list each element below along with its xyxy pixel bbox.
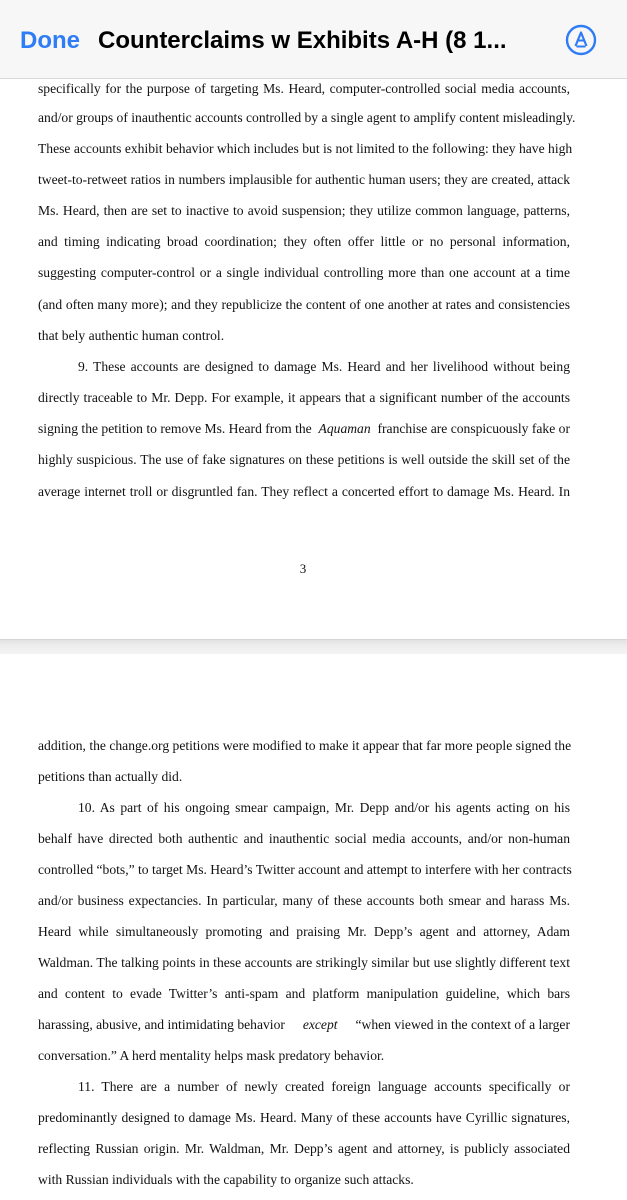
text-line: suggesting computer-control or a single individual controlling more than one account at a time <box>38 265 570 280</box>
text-segment: signing the petition to remove Ms. Heard from the <box>38 421 312 436</box>
text-line: reflecting Russian origin. Mr. Waldman, Mr. Depp’s agent and attorney, is publicly associated <box>38 1141 570 1156</box>
paragraph-10-start: 10. As part of his ongoing smear campaign, Mr. Depp and/or his agents acting on his <box>78 800 570 815</box>
text-line <box>38 1017 570 1033</box>
text-line <box>38 421 570 437</box>
text-line: directly traceable to Mr. Depp. For example, it appears that a significant number of the accounts <box>38 390 570 405</box>
text-line: Heard while simultaneously promoting and praising Mr. Depp’s agent and attorney, Adam <box>38 924 570 939</box>
markup-pen-icon[interactable] <box>565 24 597 56</box>
paragraph-11-start: 11. There are a number of newly created foreign language accounts specifically or <box>78 1079 570 1094</box>
text-line: highly suspicious. The use of fake signatures on these petitions is well outside the skill set of the <box>38 452 570 467</box>
text-line: and timing indicating broad coordination; they often offer little or no personal information, <box>38 234 570 249</box>
text-line: Waldman. The talking points in these accounts are strikingly similar but use slightly different text <box>38 955 570 970</box>
italic-word: except <box>302 1017 338 1032</box>
text-line: with Russian individuals with the capability to organize such attacks. <box>38 1172 414 1187</box>
text-line: and/or business expectancies. In particular, many of these accounts both smear and harass Ms. <box>38 893 570 908</box>
page-number: 3 <box>299 561 307 576</box>
text-line: These accounts exhibit behavior which includes but is not limited to the following: they have high <box>38 141 573 156</box>
text-line: and/or groups of inauthentic accounts controlled by a single agent to amplify content misleadingly. <box>38 110 576 125</box>
done-button[interactable]: Done <box>20 27 80 54</box>
text-line: predominantly designed to damage Ms. Heard. Many of these accounts have Cyrillic signatures, <box>38 1110 570 1125</box>
text-line: specifically for the purpose of targeting Ms. Heard, computer-controlled social media accounts, <box>38 81 570 96</box>
text-line: petitions than actually did. <box>38 769 183 784</box>
text-line: behalf have directed both authentic and inauthentic social media accounts, and/or non-human <box>38 831 570 846</box>
document-page-4 <box>0 654 627 1200</box>
text-segment: franchise are conspicuously fake or <box>377 421 570 436</box>
text-line: controlled “bots,” to target Ms. Heard’s Twitter account and attempt to interfere with her contracts <box>38 862 572 877</box>
document-page-3 <box>0 79 627 639</box>
document-title: Counterclaims w Exhibits A-H (8 1... <box>98 27 507 54</box>
text-line: Ms. Heard, then are set to inactive to avoid suspension; they utilize common language, patterns, <box>38 203 570 218</box>
italic-title: Aquaman <box>318 421 371 436</box>
text-line: average internet troll or disgruntled fan. They reflect a concerted effort to damage Ms. Heard. In <box>38 484 570 499</box>
text-line: and content to evade Twitter’s anti-spam and platform manipulation guideline, which bars <box>38 986 570 1001</box>
text-line: addition, the change.org petitions were modified to make it appear that far more people signed the <box>38 738 572 753</box>
page-separator <box>0 639 627 655</box>
navigation-bar <box>0 0 627 79</box>
text-line: conversation.” A herd mentality helps mask predatory behavior. <box>38 1048 385 1063</box>
paragraph-9-start: 9. These accounts are designed to damage Ms. Heard and her livelihood without being <box>78 359 570 374</box>
text-segment: harassing, abusive, and intimidating behavior <box>38 1017 285 1032</box>
text-line: (and often many more); and they republicize the content of one another at rates and consistencies <box>38 297 570 312</box>
text-line: that bely authentic human control. <box>38 328 225 343</box>
text-line: tweet-to-retweet ratios in numbers implausible for authentic human users; they are created, attack <box>38 172 570 187</box>
text-segment: “when viewed in the context of a larger <box>355 1017 570 1032</box>
